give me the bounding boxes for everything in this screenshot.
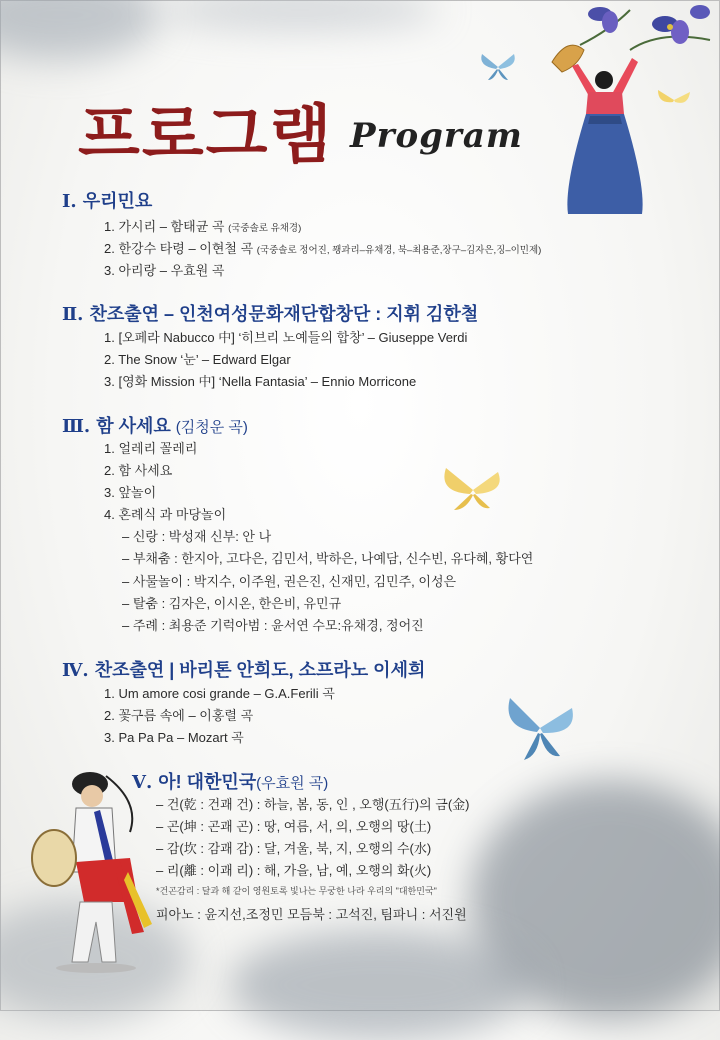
section-5-subtitle: (우효원 곡) (256, 775, 329, 792)
list-item: 3. Pa Pa Pa – Mozart 곡 (104, 730, 244, 745)
page-title-korean: 프로그램 (78, 98, 334, 173)
section-2-title: 찬조출연 – 인천여성문화재단합창단 : 지휘 김한철 (89, 304, 479, 324)
section-1-number: Ⅰ. (62, 191, 77, 212)
section-1-title: 우리민요 (82, 191, 153, 211)
list-item: – 탈춤 : 김자은, 이시온, 한은비, 유민규 (122, 596, 342, 611)
section-3-subtitle: (김청운 곡) (175, 419, 248, 436)
ink-wash-bottom (230, 930, 530, 1040)
list-item: 1. [오페라 Nabucco 中] ‘히브리 노예들의 합창’ – Giuseppe Verdi (104, 330, 468, 345)
list-item: 2. 한강수 타령 – 이현철 곡 (국중솔로 정어진, 꽹과리–유채경, 북–최용준,장구–김자은,징–이민제) (104, 241, 542, 256)
list-item: – 리(離 : 이괘 리) : 해, 가을, 남, 예, 오행의 화(火) (156, 863, 432, 878)
list-item: – 주례 : 최용준 기럭아범 : 윤서연 수모:유채경, 정어진 (122, 618, 424, 633)
list-item: – 건(乾 : 건괘 건) : 하늘, 봄, 동, 인 , 오행(五行)의 금(金) (156, 797, 470, 812)
list-item: – 부채춤 : 한지아, 고다은, 김민서, 박하은, 나예담, 신수빈, 유다혜, 황다연 (122, 551, 534, 566)
list-item: 4. 혼례식 과 마당놀이 (104, 507, 227, 522)
section-3-heading (62, 412, 248, 438)
list-item: 3. 앞놀이 (104, 485, 157, 500)
list-item: 1. 얼레리 꼴레리 (104, 441, 198, 456)
list-item: 2. The Snow ‘눈’ – Edward Elgar (104, 352, 291, 367)
butterfly-icon (440, 462, 506, 514)
drummer-figure (20, 762, 170, 976)
list-item: 2. 꽃구름 속에 – 이홍렬 곡 (104, 708, 254, 723)
list-item: 3. [영화 Mission 中] ‘Nella Fantasia’ – Ennio Morricone (104, 374, 417, 389)
section-2-heading (62, 300, 478, 326)
list-item: – 곤(坤 : 곤괘 곤) : 땅, 여름, 서, 의, 오행의 땅(土) (156, 819, 432, 834)
list-item: – 사물놀이 : 박지수, 이주원, 권은진, 신재민, 김민주, 이성은 (122, 574, 457, 589)
footnote: *건곤감리 : 달과 해 같이 영원토록 빛나는 무궁한 나라 우리의 "대한민국" (156, 886, 437, 896)
hanbok-dancer-figure (550, 36, 650, 220)
credits: 피아노 : 윤지선,조정민 모듬북 : 고석진, 팀파니 : 서진원 (156, 907, 467, 922)
list-item: 1. 가시리 – 함태균 곡 (국중솔로 유채경) (104, 219, 302, 234)
section-4-title: 찬조출연 | 바리톤 안희도, 소프라노 이세희 (94, 660, 426, 680)
butterfly-icon (478, 50, 518, 84)
section-5-number: Ⅴ. (132, 772, 153, 793)
section-5-heading (132, 768, 328, 794)
section-3-title: 함 사세요 (96, 416, 171, 436)
section-5-title: 아! 대한민국 (158, 772, 257, 792)
section-2-number: Ⅱ. (62, 304, 84, 325)
list-item: 3. 아리랑 – 우효원 곡 (104, 263, 225, 278)
list-item: – 감(坎 : 감괘 감) : 달, 겨울, 북, 지, 오행의 수(水) (156, 841, 432, 856)
butterfly-icon (502, 694, 578, 764)
list-item: – 신랑 : 박성재 신부: 안 나 (122, 529, 272, 544)
section-1-heading (62, 187, 152, 213)
page-title-english: Program (350, 116, 523, 156)
list-item: 2. 함 사세요 (104, 463, 173, 478)
section-4-heading (62, 656, 425, 682)
section-3-number: Ⅲ. (62, 416, 91, 437)
section-4-number: Ⅳ. (62, 660, 89, 681)
list-item: 1. Um amore cosi grande – G.A.Ferili 곡 (104, 686, 335, 701)
butterfly-icon (656, 86, 692, 112)
